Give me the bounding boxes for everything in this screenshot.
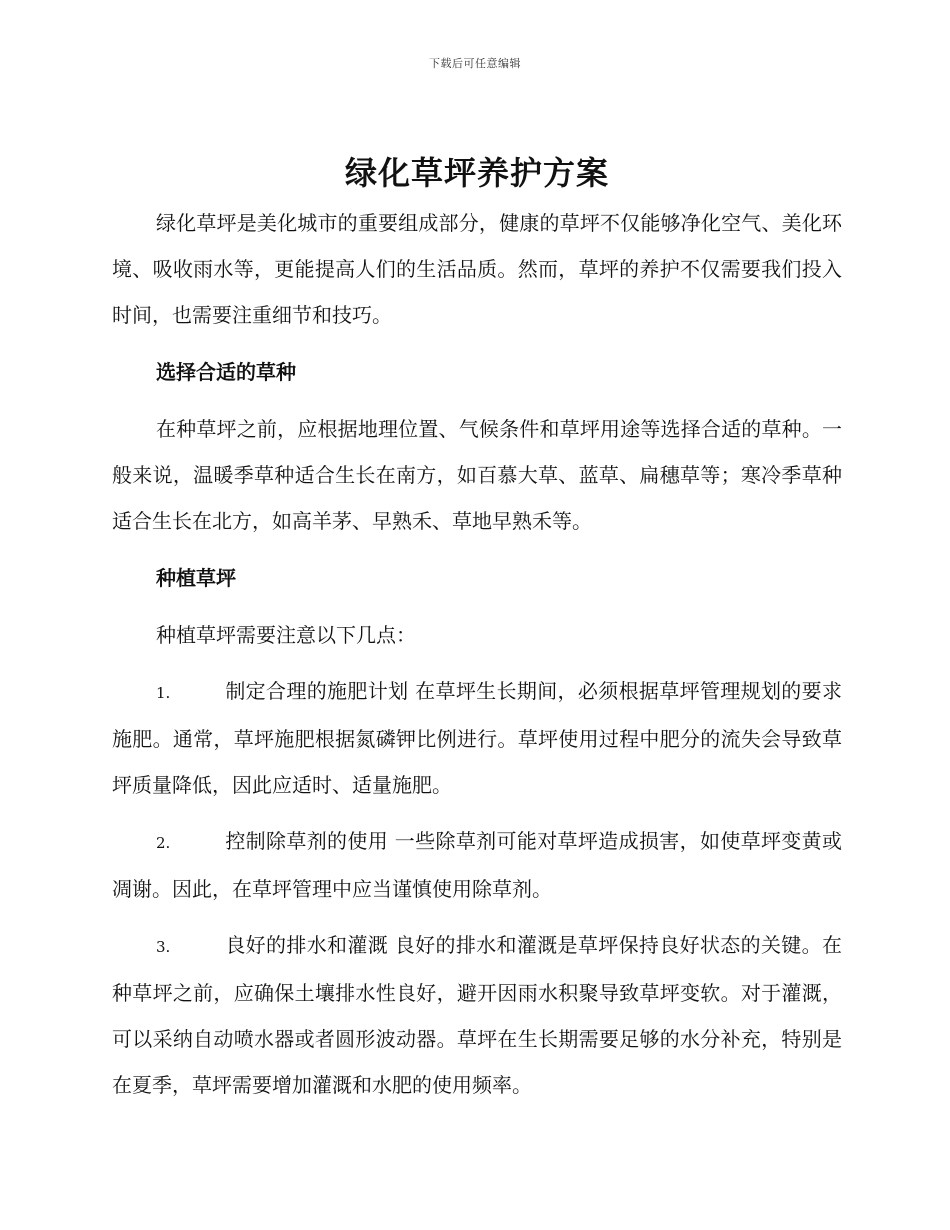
list-item-text: 良好的排水和灌溉 良好的排水和灌溉是草坪保持良好状态的关键。在种草坪之前，应确保土壤排水性良好，避开因雨水积聚导致草坪变软。对于灌溉，可以采纳自动喷水器或者圆形波动器。草坪在生长期需要足够的水分补充，特别是在夏季，草坪需要增加灌溉和水肥的使用频率。	[112, 933, 842, 1097]
section-heading-planting: 种植草坪	[156, 566, 236, 590]
list-item-number: 3.	[156, 938, 171, 956]
section-heading-grass-selection: 选择合适的草种	[156, 360, 296, 384]
list-item	[112, 922, 842, 1108]
list-item	[112, 818, 842, 912]
list-item-text: 控制除草剂的使用 一些除草剂可能对草坪造成损害，如使草坪变黄或凋谢。因此，在草坪管理中应当谨慎使用除草剂。	[112, 829, 842, 901]
list-item	[112, 668, 842, 808]
list-item-text: 制定合理的施肥计划 在草坪生长期间，必须根据草坪管理规划的要求施肥。通常，草坪施肥根据氮磷钾比例进行。草坪使用过程中肥分的流失会导致草坪质量降低，因此应适时、适量施肥。	[112, 679, 842, 797]
spacer	[112, 658, 842, 668]
header-note: 下载后可任意编辑	[429, 57, 521, 70]
list-item-number: 1.	[156, 684, 171, 702]
section-body-planting: 种植草坪需要注意以下几点：	[156, 623, 416, 647]
document-title: 绿化草坪养护方案	[344, 154, 609, 192]
document-body	[112, 146, 842, 1108]
section-body-grass-selection: 在种草坪之前，应根据地理位置、气候条件和草坪用途等选择合适的草种。一般来说，温暖季草种适合生长在南方，如百慕大草、蓝草、扁穗草等；寒冷季草种适合生长在北方，如高羊茅、早熟禾、草地早熟禾等。	[112, 417, 842, 533]
intro-paragraph: 绿化草坪是美化城市的重要组成部分，健康的草坪不仅能够净化空气、美化环境、吸收雨水等，更能提高人们的生活品质。然而，草坪的养护不仅需要我们投入时间，也需要注重细节和技巧。	[112, 211, 842, 327]
list-item-number: 2.	[156, 834, 171, 852]
